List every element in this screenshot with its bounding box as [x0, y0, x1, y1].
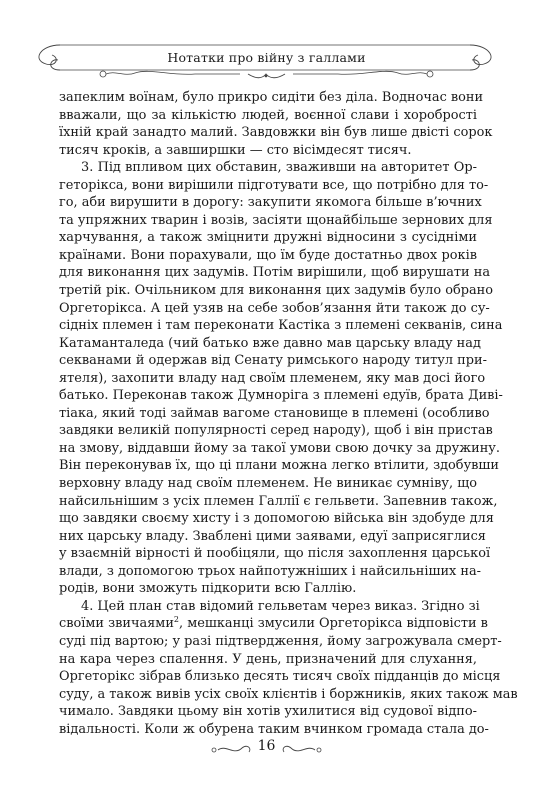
page-number: 16	[257, 738, 276, 754]
text-line: третій рік. Очільником для виконання цих задумів було обрано	[59, 283, 494, 299]
footnote-reference[interactable]: 2	[173, 615, 180, 625]
text-line: що завдяки своєму хисту і з допомогою війська він здобуде для	[59, 511, 494, 527]
text-line: Оргеторікс зібрав близько десять тисяч своїх підданців до місця	[59, 669, 501, 685]
text-line: найсильнішим з усіх племен Галлії є гельвети. Запевнив також,	[59, 493, 498, 509]
text-line: влади, з допомогою трьох найпотужніших і найсильніших на-	[59, 563, 482, 579]
text-line: на кара через спалення. У день, призначений для слухання,	[59, 651, 477, 667]
running-header-title: Нотатки про війну з галлами	[167, 50, 366, 65]
text-line: Оргеторікса. А цей узяв на себе зобов’язання йти також до су-	[59, 300, 490, 316]
text-line: секванами й одержав від Сенату римського народу титул при-	[59, 353, 487, 369]
running-header	[0, 0, 533, 100]
text-line: Катаманталеда (чий батько вже давно мав царську владу над	[59, 335, 481, 351]
text-line: верховну владу над своїм племенем. Не виникає сумніву, що	[59, 476, 477, 492]
text-line: них царську владу. Зваблені цими заявами, едуї заприсяглися	[59, 528, 486, 544]
paragraph-4-start: 4. Цей план став відомий гельветам через виказ. Згідно зі	[81, 598, 480, 614]
text-line: го, аби вирушити в дорогу: закупити якомога більше в’ючних	[59, 195, 482, 211]
text-line: суді під вартою; у разі підтвердження, йому загрожувала смерт-	[59, 633, 502, 649]
body-text	[59, 89, 518, 738]
paragraph-3-start: 3. Під впливом цих обставин, зваживши на авторитет Ор-	[81, 160, 477, 176]
text-line: тіака, який тоді займав вагоме становище в племені (особливо	[59, 405, 490, 421]
text-line: харчування, а також зміцнити дружні відносини з сусідніми	[59, 230, 477, 246]
text-fragment: своїми звичаями	[59, 616, 174, 632]
text-line: на змову, віддавши йому за такої умови свою дочку за дружину.	[59, 440, 500, 456]
text-line: запеклим воїнам, було прикро сидіти без діла. Водночас вони	[59, 90, 484, 105]
text-line: Він переконував їх, що ці плани можна легко втілити, здобувши	[59, 458, 499, 474]
text-line: чимало. Завдяки цьому він хотів ухилитися від судової відпо-	[59, 704, 477, 720]
page-footer	[0, 735, 533, 765]
text-line: родів, вони зможуть підкорити всю Галлію.	[59, 581, 357, 597]
text-line: у взаємній вірності й пообіцяли, що після захоплення царської	[59, 546, 491, 562]
text-line: країнами. Вони порахували, що їм буде достатньо двох років	[59, 247, 477, 263]
text-line: вважали, що за кількістю людей, воєнної слави і хоробрості	[59, 107, 477, 123]
text-line: завдяки великій популярності серед народу), щоб і він пристав	[59, 423, 493, 439]
text-line: сідніх племен і там переконати Кастіка з племені секванів, сина	[59, 318, 503, 334]
text-fragment: , мешканці змусили Оргеторікса відповісти в	[179, 616, 488, 632]
text-line: відальності. Коли ж обурена таким вчинком громада стала до-	[59, 721, 489, 737]
text-line: ятеля), захопити владу над своїм племенем, яку мав досі його	[59, 370, 486, 386]
text-line: їхній край занадто малий. Завдовжки він був лише двісті сорок	[59, 125, 493, 141]
text-line-with-footnote	[59, 615, 488, 633]
text-line: суду, а також вивів усіх своїх клієнтів і боржників, яких також мав	[59, 686, 518, 702]
text-line: геторікса, вони вирішили підготувати все, що потрібно для то-	[59, 177, 489, 193]
text-line: для виконання цих задумів. Потім вирішили, щоб вирушати на	[59, 265, 491, 281]
text-line: тисяч кроків, а завширшки — сто вісімдесят тисяч.	[59, 142, 412, 158]
text-line: батько. Переконав також Думноріга з племені едуїв, брата Диві-	[59, 388, 503, 404]
text-line: та упряжних тварин і возів, засіяти щонайбільше зернових для	[59, 212, 493, 228]
